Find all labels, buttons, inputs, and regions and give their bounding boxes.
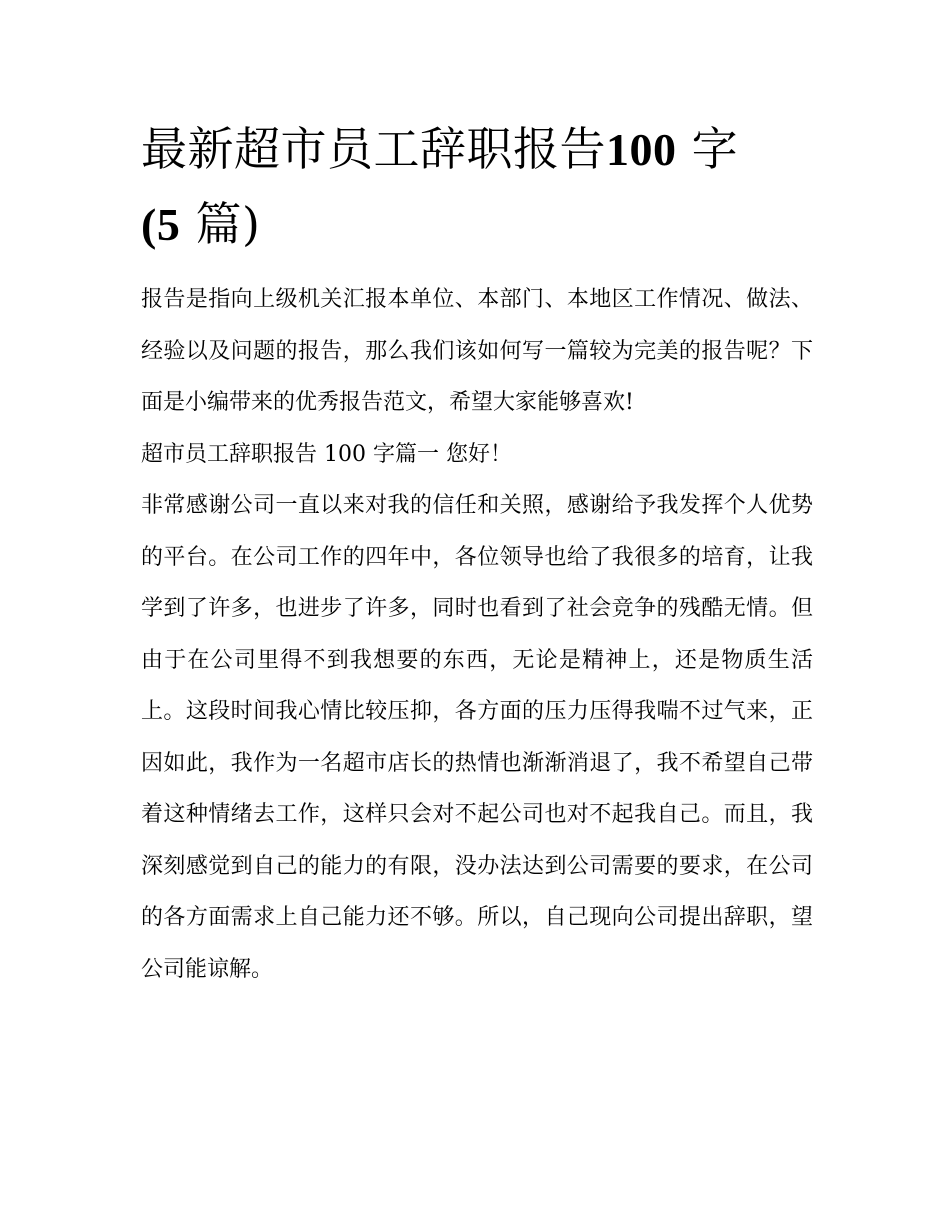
title-count: (5 <box>141 199 181 250</box>
title-text: 最新超市员工辞职报告 <box>141 122 606 176</box>
title-suffix: 字 <box>691 122 739 176</box>
title-line-2 <box>141 187 813 262</box>
section-heading: 超市员工辞职报告 100 字篇一 您好！ <box>141 441 512 467</box>
intro-paragraph: 报告是指向上级机关汇报本单位、本部门、本地区工作情况、做法、经验以及问题的报告，那么我们该如何写一篇较为完美的报告呢？下面是小编带来的优秀报告范文，希望大家能够喜欢! <box>141 287 813 415</box>
document-content <box>141 112 813 995</box>
section-body-paragraph: 非常感谢公司一直以来对我的信任和关照，感谢给予我发挥个人优势的平台。在公司工作的四年中，各位领导也给了我很多的培育，让我学到了许多，也进步了许多，同时也看到了社会竞争的残酷无情。但由于在公司里得不到我想要的东西，无论是精神上，还是物质生活上。这段时间我心情比较压抑，各方面的压力压得我喘不过气来，正因如此，我作为一名超市店长的热情也渐渐消退了，我不希望自己带着这种情绪去工作，这样只会对不起公司也对不起我自己。而且，我深刻感觉到自己的能力的有限，没办法达到公司需要的要求，在公司的各方面需求上自己能力还不够。所以，自己现向公司提出辞职，望公司能谅解。 <box>141 493 813 982</box>
title-count-suffix: 篇) <box>195 197 261 251</box>
document-title <box>141 112 813 262</box>
title-line-1 <box>141 112 813 187</box>
title-number: 100 <box>606 124 677 175</box>
